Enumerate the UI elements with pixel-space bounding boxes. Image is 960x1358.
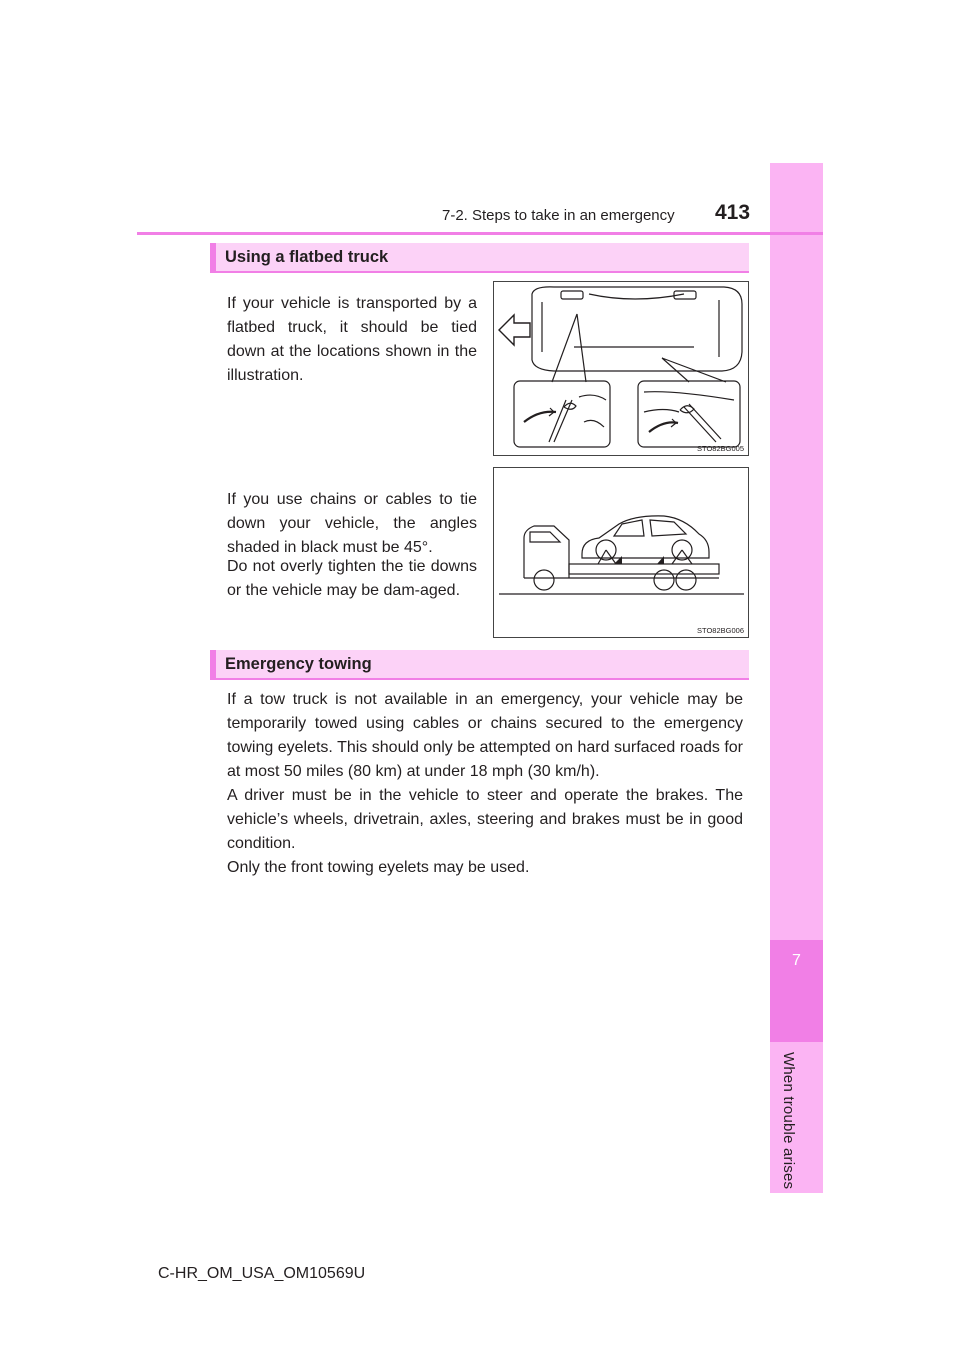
flatbed-truck-illustration	[494, 468, 748, 637]
section-heading-text: Using a flatbed truck	[225, 248, 389, 266]
paragraph-front-eyelets: Only the front towing eyelets may be used.	[227, 859, 530, 876]
paragraph-driver-requirements: A driver must be in the vehicle to steer and operate the brakes. The vehicle’s wheels, drivetrain, axles, steering and brakes must be in good condition.	[227, 787, 743, 852]
section-heading-text: Emergency towing	[225, 655, 372, 673]
tie-down-illustration	[494, 282, 748, 455]
chapter-title: When trouble arises	[780, 1052, 797, 1190]
page-number: 413	[715, 201, 751, 224]
chapter-number: 7	[792, 952, 801, 969]
header-rule	[137, 232, 823, 235]
figure-code: STO82BG005	[697, 444, 744, 453]
document-id: C-HR_OM_USA_OM10569U	[158, 1265, 366, 1282]
paragraph-chain-angle: If you use chains or cables to tie down your vehicle, the angles shaded in black must be 45°.	[227, 491, 477, 556]
paragraph-flatbed-intro: If your vehicle is transported by a flatbed truck, it should be tied down at the locations shown in the illustration.	[227, 295, 477, 384]
section-heading-flatbed	[210, 243, 749, 273]
figure-tie-down-locations	[493, 281, 749, 456]
figure-code: STO82BG006	[697, 626, 744, 635]
section-heading-emergency-towing	[210, 650, 749, 680]
header-section-title: 7-2. Steps to take in an emergency	[442, 207, 675, 224]
paragraph-towing-intro: If a tow truck is not available in an emergency, your vehicle may be temporarily towed using cables or chains secured to the emergency towing eyelets. This should only be attempted on hard surfaced roads for at most 50 miles (80 km) at under 18 mph (30 km/h).	[227, 691, 743, 780]
paragraph-tie-downs: Do not overly tighten the tie downs or the vehicle may be dam-aged.	[227, 558, 477, 599]
figure-flatbed-truck	[493, 467, 749, 638]
